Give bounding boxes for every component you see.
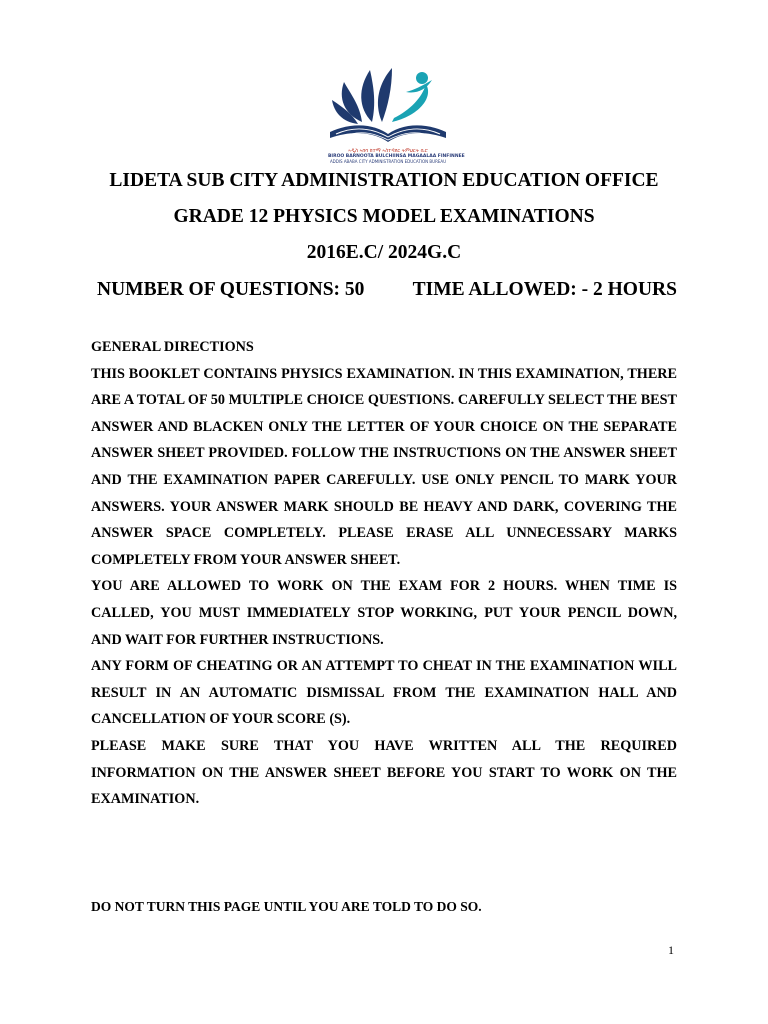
exam-info-row xyxy=(97,278,677,302)
exam-title: GRADE 12 PHYSICS MODEL EXAMINATIONS xyxy=(173,206,595,227)
office-title: LIDETA SUB CITY ADMINISTRATION EDUCATION OFFICE xyxy=(109,170,659,191)
logo-english-text: ADDIS ABABA CITY ADMINISTRATION EDUCATION BUREAU xyxy=(329,159,447,164)
page-number: 1 xyxy=(668,943,674,957)
logo-amharic-text: ኣዲስ ኣበባ ከተማ ኣስተዳደር ትምህርት ቢሮ xyxy=(348,148,428,154)
exam-year: 2016E.C/ 2024G.C xyxy=(306,242,462,263)
education-bureau-logo xyxy=(322,62,465,170)
direction-paragraph-4: PLEASE MAKE SURE THAT YOU HAVE WRITTEN ALL THE REQUIRED INFORMATION ON THE ANSWER SHEET BEFORE YOU START TO WORK ON THE EXAMINATION. xyxy=(91,737,677,808)
direction-paragraph-3: ANY FORM OF CHEATING OR AN ATTEMPT TO CHEAT IN THE EXAMINATION WILL RESULT IN AN AUTOMATIC DISMISSAL FROM THE EXAMINATION HALL AND CANCELLATION OF YOUR SCORE (S). xyxy=(91,658,677,728)
education-bureau-logo-icon xyxy=(322,62,454,148)
logo-oromo-text: BIROO BARNOOTA BULCHIINSA MAGAALAA FINFINNEE xyxy=(328,154,465,159)
number-of-questions: NUMBER OF QUESTIONS: 50 xyxy=(97,279,365,300)
do-not-turn-notice: DO NOT TURN THIS PAGE UNTIL YOU ARE TOLD TO DO SO. xyxy=(91,899,482,914)
time-allowed: TIME ALLOWED: - 2 HOURS xyxy=(412,279,677,300)
direction-paragraph-2: YOU ARE ALLOWED TO WORK ON THE EXAM FOR 2 HOURS. WHEN TIME IS CALLED, YOU MUST IMMEDIATELY STOP WORKING, PUT YOUR PENCIL DOWN, AND WAIT FOR FURTHER INSTRUCTIONS. xyxy=(91,578,677,648)
directions-title: GENERAL DIRECTIONS xyxy=(91,339,254,355)
direction-paragraph-1: THIS BOOKLET CONTAINS PHYSICS EXAMINATION. IN THIS EXAMINATION, THERE ARE A TOTAL OF 50 MULTIPLE CHOICE QUESTIONS. CAREFULLY SELECT THE BEST ANSWER AND BLACKEN ONLY THE LETTER OF YOUR CHOICE ON THE SEPARATE ANSWER SHEET PROVIDED. FOLLOW THE INSTRUCTIONS ON THE ANSWER SHEET AND THE EXAMINATION PAPER CAREFULLY. USE ONLY PENCIL TO MARK YOUR ANSWERS. YOUR ANSWER MARK SHOULD BE HEAVY AND DARK, COVERING THE ANSWER SPACE COMPLETELY. PLEASE ERASE ALL UNNECESSARY MARKS COMPLETELY FROM YOUR ANSWER SHEET. xyxy=(91,365,677,568)
general-directions xyxy=(91,334,677,813)
